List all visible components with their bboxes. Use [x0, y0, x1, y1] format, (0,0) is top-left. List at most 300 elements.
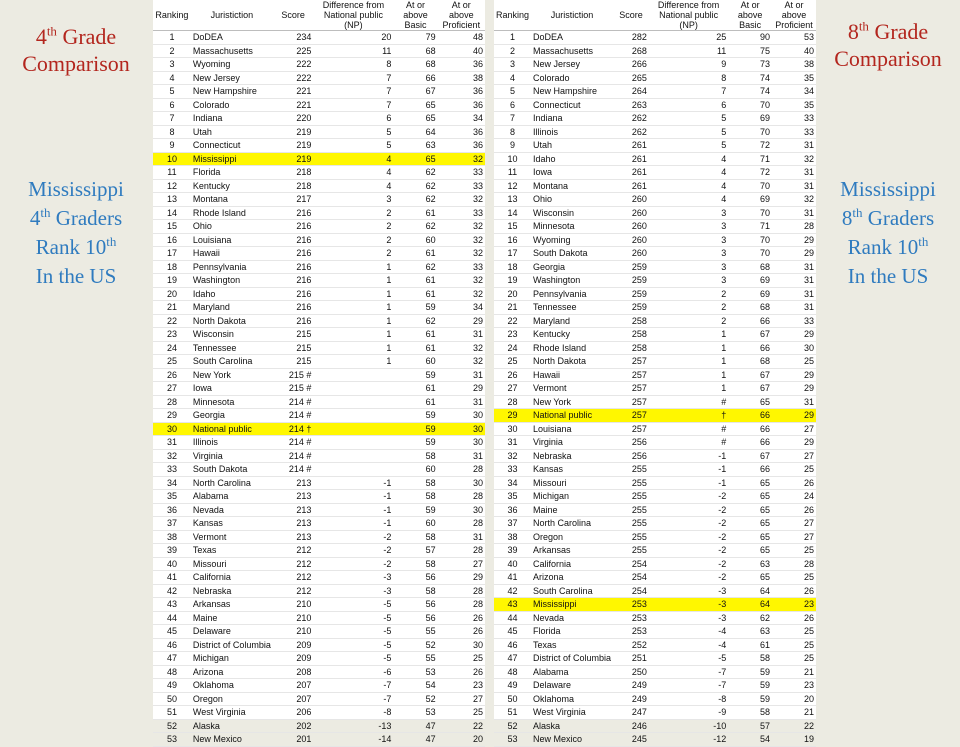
table-row [494, 166, 816, 180]
grade8-rank-note [816, 175, 960, 291]
basic-cell: 66 [728, 409, 772, 423]
table-row [153, 476, 485, 490]
table-row [153, 544, 485, 558]
difference-cell: -2 [718, 545, 727, 555]
basic-cell: 56 [425, 572, 436, 582]
rank-cell: 25 [166, 356, 177, 366]
score-cell: 216 [296, 302, 312, 312]
jurisdiction-cell: Georgia [192, 410, 225, 420]
basic-cell: 69 [760, 275, 771, 285]
jurisdiction-cell: Delaware [192, 626, 231, 636]
proficient-cell: 26 [803, 585, 814, 596]
difference-cell: 2 [386, 207, 392, 218]
proficient-cell: 31 [803, 396, 814, 407]
basic-cell: 52 [425, 693, 436, 704]
grade4-note-line1: Mississippi [28, 177, 124, 201]
jurisdiction-cell: Connecticut [533, 99, 581, 110]
rank-cell: 40 [507, 558, 518, 569]
grade8-header-row [494, 0, 816, 31]
score-cell: 257 [631, 396, 647, 407]
rank-cell: 9 [169, 140, 175, 150]
jurisdiction-cell: Tennessee [192, 342, 237, 353]
table-row [153, 193, 485, 207]
table-row [494, 71, 816, 85]
proficient-cell: 28 [803, 558, 814, 569]
rank-cell: 10 [153, 152, 191, 166]
difference-cell [313, 436, 393, 450]
jurisdiction-cell: Hawaii [533, 369, 561, 380]
table-row [153, 557, 485, 571]
table-row [494, 436, 816, 450]
proficient-cell: 28 [472, 491, 483, 501]
proficient-cell: 29 [472, 572, 483, 582]
grade4-table [153, 0, 485, 747]
grade8-note-line4: In the US [847, 264, 929, 288]
rank-cell: 50 [166, 693, 177, 704]
score-cell: 261 [631, 153, 647, 164]
difference-cell: 1 [386, 288, 392, 299]
jurisdiction-cell: Minnesota [192, 396, 235, 407]
score-cell: 252 [631, 639, 647, 650]
rank-cell: 39 [507, 545, 518, 555]
proficient-cell: 29 [772, 409, 816, 423]
basic-cell: 67 [760, 329, 771, 339]
rank-cell: 16 [166, 234, 177, 245]
score-cell: 266 [631, 59, 647, 69]
score-cell: 255 [631, 491, 647, 501]
basic-cell: 62 [425, 315, 436, 326]
table-row [153, 152, 485, 166]
jurisdiction-cell: New Mexico [533, 734, 583, 744]
jurisdiction-cell: Texas [192, 545, 217, 555]
basic-cell: 71 [760, 153, 771, 164]
jurisdiction-cell: Georgia [533, 261, 566, 272]
rank-cell: 27 [507, 383, 518, 393]
table-row [153, 274, 485, 288]
basic-cell: 73 [760, 59, 771, 69]
table-row [153, 247, 485, 261]
score-cell: 213 [296, 491, 312, 501]
basic-cell: 47 [425, 734, 436, 744]
jurisdiction-cell: District of Columbia [533, 653, 612, 663]
score-cell: 214 # [288, 437, 312, 447]
score-cell: 261 [631, 167, 647, 177]
jurisdiction-cell: Louisiana [533, 423, 572, 434]
basic-cell: 58 [425, 585, 436, 596]
basic-cell: 47 [425, 720, 436, 731]
rank-cell: 11 [507, 167, 518, 177]
difference-cell: 3 [721, 221, 727, 231]
proficient-cell: 29 [472, 315, 483, 326]
basic-cell: 62 [760, 612, 771, 623]
basic-cell: 62 [425, 167, 436, 177]
proficient-cell: 30 [472, 477, 483, 488]
rank-cell: 12 [507, 180, 518, 191]
jurisdiction-cell: Vermont [192, 531, 227, 542]
table-row [153, 112, 485, 126]
grade8-col-basic: At or above Basic [737, 0, 763, 30]
difference-cell [313, 422, 393, 436]
score-cell: 222 [296, 72, 312, 83]
score-cell: 216 [296, 275, 312, 285]
score-cell: 215 [296, 356, 312, 366]
rank-cell: 52 [507, 720, 518, 731]
proficient-cell: 24 [803, 491, 814, 501]
difference-cell: 20 [381, 32, 392, 42]
jurisdiction-cell: Maryland [533, 315, 571, 326]
score-cell: 258 [631, 315, 647, 326]
rank-cell: 42 [507, 585, 518, 596]
jurisdiction-cell: Kansas [192, 518, 223, 528]
table-row [153, 719, 485, 733]
proficient-cell: 30 [472, 639, 483, 650]
score-cell: 245 [631, 734, 647, 744]
table-row [153, 611, 485, 625]
table-row [153, 382, 485, 396]
score-cell: 253 [631, 626, 647, 636]
jurisdiction-cell: Minnesota [533, 221, 575, 231]
table-row [153, 287, 485, 301]
proficient-cell: 28 [472, 464, 483, 474]
rank-cell: 32 [507, 450, 518, 461]
grade8-note-rest: Graders [862, 206, 935, 230]
score-cell: 260 [631, 248, 647, 258]
table-row [153, 260, 485, 274]
jurisdiction-cell: Missouri [192, 558, 227, 569]
proficient-cell: 25 [803, 356, 814, 366]
proficient-cell: 33 [472, 167, 483, 177]
difference-cell: -1 [718, 464, 727, 474]
table-row [494, 125, 816, 139]
grade4-title-num: 4 [35, 24, 47, 49]
rank-cell: 46 [166, 639, 177, 650]
rank-cell: 18 [166, 261, 177, 272]
score-cell: 259 [631, 302, 647, 312]
difference-cell: -5 [718, 653, 727, 663]
jurisdiction-cell: North Carolina [533, 518, 592, 528]
proficient-cell: 27 [472, 558, 483, 569]
rank-cell: 48 [507, 666, 518, 677]
proficient-cell: 32 [438, 152, 485, 166]
jurisdiction-cell: Massachusetts [533, 45, 594, 56]
score-cell: 221 [296, 86, 312, 96]
score-cell: 215 [296, 329, 312, 339]
jurisdiction-cell: Virginia [192, 450, 223, 461]
difference-cell: -2 [718, 491, 727, 501]
grade8-note-line1: Mississippi [840, 177, 936, 201]
table-row [494, 85, 816, 99]
difference-cell: 1 [386, 329, 392, 339]
rank-cell: 16 [507, 234, 518, 245]
table-row [494, 422, 816, 436]
rank-cell: 50 [507, 693, 518, 704]
difference-cell: -5 [383, 612, 392, 623]
basic-cell: 75 [760, 45, 771, 56]
rank-cell: 12 [166, 180, 177, 191]
difference-cell: # [721, 423, 727, 434]
score-cell: 202 [296, 720, 312, 731]
basic-cell: 61 [425, 383, 436, 393]
difference-cell: 7 [386, 86, 392, 96]
proficient-cell: 31 [803, 261, 814, 272]
basic-cell: 70 [760, 248, 771, 258]
table-row [153, 206, 485, 220]
proficient-cell: 32 [472, 248, 483, 258]
basic-cell: 56 [425, 612, 436, 623]
proficient-cell: 32 [472, 234, 483, 245]
score-cell: 257 [631, 383, 647, 393]
proficient-cell: 32 [472, 275, 483, 285]
basic-cell: 67 [425, 86, 436, 96]
grade4-col-ranking: Ranking [155, 10, 189, 20]
basic-cell: 72 [760, 140, 771, 150]
jurisdiction-cell: Arizona [192, 666, 224, 677]
score-cell: 216 [296, 221, 312, 231]
difference-cell: 3 [721, 234, 727, 245]
difference-cell: 11 [382, 45, 392, 56]
table-row [153, 733, 485, 747]
table-row [153, 220, 485, 234]
proficient-cell: 19 [803, 734, 814, 744]
basic-cell: 68 [760, 261, 771, 272]
table-row [153, 638, 485, 652]
jurisdiction-cell: Montana [192, 194, 228, 204]
rank-cell: 17 [166, 248, 177, 258]
score-cell: 260 [631, 234, 647, 245]
difference-cell: 5 [721, 113, 727, 123]
difference-cell: 3 [386, 194, 392, 204]
jurisdiction-cell: Texas [533, 639, 557, 650]
rank-cell: 21 [166, 302, 177, 312]
grade8-title-line2: Comparison [834, 46, 942, 71]
proficient-cell: 32 [803, 153, 814, 164]
grade4-col-proficient: At or above Proficient [442, 0, 481, 30]
grade4-note-rank: Rank 10 [35, 235, 107, 259]
jurisdiction-cell: California [192, 572, 231, 582]
basic-cell: 69 [760, 113, 771, 123]
rank-cell: 22 [507, 315, 518, 326]
table-row [153, 409, 485, 423]
basic-cell: 65 [760, 518, 771, 528]
jurisdiction-cell: Maryland [192, 302, 230, 312]
score-cell: 212 [296, 572, 312, 582]
grade8-col-difference: Difference from National public (NP) [657, 0, 720, 30]
proficient-cell: 27 [472, 693, 483, 704]
rank-cell: 36 [507, 504, 518, 515]
proficient-cell: 40 [803, 45, 814, 56]
difference-cell: 1 [386, 356, 392, 366]
rank-cell: 5 [169, 86, 175, 96]
grade4-table-panel [153, 0, 485, 744]
table-row [153, 530, 485, 544]
rank-cell: 34 [166, 477, 177, 488]
jurisdiction-cell: Arizona [533, 572, 564, 582]
table-row [153, 598, 485, 612]
score-cell: 219 [296, 140, 312, 150]
difference-cell: 4 [386, 180, 392, 191]
table-row [153, 692, 485, 706]
table-row [494, 679, 816, 693]
proficient-cell: 32 [472, 221, 483, 231]
table-row [153, 679, 485, 693]
rank-cell: 42 [166, 585, 177, 596]
table-row [494, 719, 816, 733]
table-row [153, 58, 485, 72]
difference-cell [313, 409, 393, 423]
basic-cell: 70 [760, 180, 771, 191]
proficient-cell: 32 [472, 288, 483, 299]
table-row [153, 44, 485, 58]
rank-cell: 38 [507, 531, 518, 542]
basic-cell: 59 [425, 302, 436, 312]
proficient-cell: 26 [472, 666, 483, 677]
jurisdiction-cell: Indiana [533, 113, 563, 123]
rank-cell: 31 [507, 437, 518, 447]
rank-cell: 26 [507, 369, 518, 380]
score-cell: 208 [296, 666, 312, 677]
basic-cell: 71 [760, 221, 771, 231]
difference-cell: 1 [721, 356, 727, 366]
difference-cell [313, 382, 393, 396]
jurisdiction-cell: National public [531, 409, 613, 423]
basic-cell: 65 [393, 152, 437, 166]
score-cell: 207 [296, 693, 312, 704]
difference-cell: -7 [718, 680, 727, 690]
score-cell: 215 [296, 342, 312, 353]
difference-cell: # [721, 396, 727, 407]
score-cell: 249 [631, 693, 647, 704]
jurisdiction-cell: New Jersey [192, 72, 240, 83]
difference-cell: 6 [386, 113, 392, 123]
rank-cell: 22 [166, 315, 177, 326]
table-row [494, 233, 816, 247]
proficient-cell: 25 [472, 653, 483, 663]
score-cell: 254 [631, 585, 647, 596]
difference-cell: 1 [386, 275, 392, 285]
difference-cell: -13 [378, 720, 392, 731]
basic-cell: 58 [425, 491, 436, 501]
table-row [494, 193, 816, 207]
grade8-table-body [494, 31, 816, 747]
table-row [153, 490, 485, 504]
score-cell: 259 [631, 261, 647, 272]
basic-cell: 53 [425, 666, 436, 677]
difference-cell: -4 [718, 626, 727, 636]
basic-cell: 66 [760, 342, 771, 353]
rank-cell: 15 [166, 221, 177, 231]
rank-cell: 7 [510, 113, 516, 123]
score-cell: 253 [613, 598, 649, 612]
grade8-table [494, 0, 816, 747]
table-row [494, 274, 816, 288]
difference-cell: -3 [383, 585, 392, 596]
proficient-cell: 22 [803, 720, 814, 731]
table-row [153, 571, 485, 585]
jurisdiction-cell: Connecticut [192, 140, 241, 150]
jurisdiction-cell: Oklahoma [533, 693, 575, 704]
score-cell: 207 [296, 680, 312, 690]
rank-cell: 41 [166, 572, 177, 582]
jurisdiction-cell: Alabama [192, 491, 229, 501]
basic-cell: 58 [425, 450, 436, 461]
difference-cell: 4 [721, 167, 727, 177]
difference-cell: -1 [718, 450, 727, 461]
grade4-title-rest: Grade [56, 24, 117, 49]
proficient-cell: 31 [472, 531, 483, 542]
score-cell: 255 [631, 518, 647, 528]
proficient-cell: 34 [803, 86, 814, 96]
difference-cell: 1 [721, 369, 727, 380]
proficient-cell: 21 [803, 707, 814, 717]
proficient-cell: 31 [803, 167, 814, 177]
grade4-title-line2: Comparison [22, 51, 130, 76]
rank-cell: 23 [507, 329, 518, 339]
table-row [153, 341, 485, 355]
difference-cell [313, 463, 393, 477]
jurisdiction-cell: New Mexico [192, 734, 242, 744]
proficient-cell: 32 [472, 194, 483, 204]
score-cell: 206 [296, 707, 312, 717]
basic-cell: 65 [760, 545, 771, 555]
score-cell: 213 [296, 518, 312, 528]
score-cell: 260 [631, 221, 647, 231]
rank-cell: 37 [166, 518, 177, 528]
table-row [494, 611, 816, 625]
difference-cell: -1 [383, 477, 392, 488]
difference-cell: -4 [718, 639, 727, 650]
jurisdiction-cell: Idaho [533, 153, 556, 164]
difference-cell: 1 [721, 329, 727, 339]
jurisdiction-cell: Pennsylvania [192, 261, 247, 272]
difference-cell: 8 [386, 59, 392, 69]
score-cell: 246 [631, 720, 647, 731]
score-cell: 258 [631, 342, 647, 353]
difference-cell: 5 [386, 126, 392, 137]
score-cell: 219 [296, 126, 312, 137]
grade8-title-sup: th [858, 18, 869, 34]
rank-cell: 20 [166, 288, 177, 299]
proficient-cell: 28 [472, 599, 483, 609]
rank-cell: 43 [166, 599, 177, 609]
table-row [153, 706, 485, 720]
proficient-cell: 53 [803, 32, 814, 42]
jurisdiction-cell: West Virginia [192, 707, 246, 717]
rank-cell: 47 [507, 653, 518, 663]
jurisdiction-cell: Michigan [533, 491, 570, 501]
score-cell: 258 [631, 329, 647, 339]
proficient-cell: 38 [472, 72, 483, 83]
basic-cell: 54 [760, 734, 771, 744]
difference-cell: -7 [383, 680, 392, 690]
basic-cell: 62 [425, 194, 436, 204]
score-cell: 216 [296, 288, 312, 299]
jurisdiction-cell: District of Columbia [192, 639, 271, 650]
jurisdiction-cell: Nebraska [533, 450, 572, 461]
table-row [494, 301, 816, 315]
rank-cell: 6 [169, 99, 175, 110]
difference-cell: -3 [718, 612, 727, 623]
rank-cell: 4 [510, 72, 516, 83]
proficient-cell: 29 [803, 383, 814, 393]
table-row [494, 179, 816, 193]
jurisdiction-cell: Maine [192, 612, 218, 623]
table-row [494, 463, 816, 477]
score-cell: 225 [296, 45, 312, 56]
rank-cell: 13 [166, 194, 177, 204]
grade8-note-sup: th [852, 205, 863, 220]
basic-cell: 61 [425, 248, 436, 258]
jurisdiction-cell: Washington [192, 275, 241, 285]
